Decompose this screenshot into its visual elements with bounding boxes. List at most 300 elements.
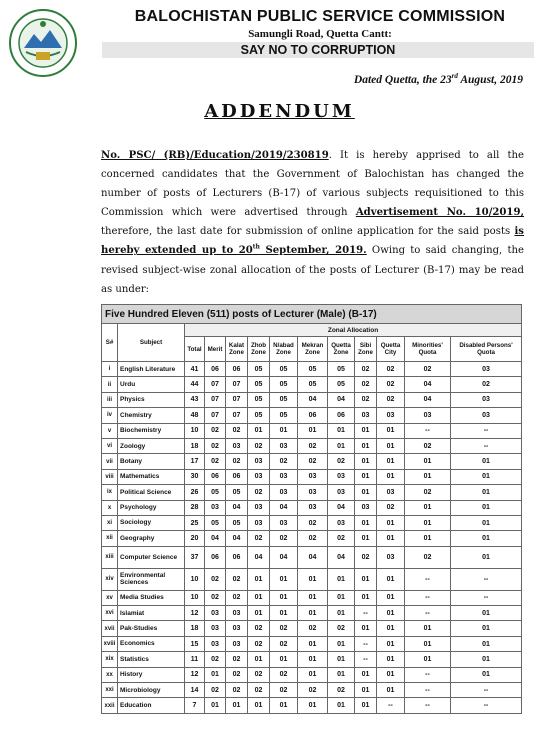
- row-number: xviii: [102, 636, 118, 651]
- value-cell: --: [451, 423, 522, 438]
- value-cell: 01: [355, 667, 377, 682]
- zonal-allocation-header: Zonal Allocation: [185, 324, 522, 337]
- value-cell: 02: [405, 438, 451, 453]
- row-number: iii: [102, 392, 118, 407]
- value-cell: 01: [355, 531, 377, 546]
- value-cell: 03: [226, 438, 248, 453]
- value-cell: 04: [328, 500, 355, 515]
- value-cell: 01: [405, 636, 451, 651]
- table-row: [102, 546, 522, 568]
- value-cell: 04: [226, 500, 248, 515]
- value-cell: 01: [328, 590, 355, 605]
- table-row: [102, 392, 522, 407]
- value-cell: 02: [270, 621, 298, 636]
- value-cell: 05: [328, 377, 355, 392]
- value-cell: --: [405, 590, 451, 605]
- value-cell: 06: [205, 362, 226, 377]
- value-cell: 03: [205, 636, 226, 651]
- col-header: Minorities' Quota: [405, 337, 451, 362]
- value-cell: 01: [248, 698, 270, 713]
- value-cell: 02: [298, 438, 328, 453]
- value-cell: 02: [328, 454, 355, 469]
- value-cell: 37: [185, 546, 205, 568]
- value-cell: 02: [355, 546, 377, 568]
- value-cell: 01: [355, 568, 377, 590]
- value-cell: 01: [377, 438, 405, 453]
- value-cell: 02: [377, 362, 405, 377]
- organization-address: Samungli Road, Quetta Cantt:: [248, 28, 392, 40]
- row-number: xvi: [102, 606, 118, 621]
- value-cell: 01: [270, 590, 298, 605]
- value-cell: 05: [205, 485, 226, 500]
- subject-cell: Sociology: [118, 515, 185, 530]
- value-cell: 05: [248, 408, 270, 423]
- value-cell: 01: [355, 423, 377, 438]
- subject-cell: Environmental Sciences: [118, 568, 185, 590]
- value-cell: 04: [270, 500, 298, 515]
- value-cell: 18: [185, 621, 205, 636]
- col-header: Merit: [205, 337, 226, 362]
- value-cell: 04: [405, 377, 451, 392]
- value-cell: 03: [205, 500, 226, 515]
- value-cell: 05: [270, 408, 298, 423]
- value-cell: 02: [205, 423, 226, 438]
- row-number: xxi: [102, 683, 118, 698]
- value-cell: 01: [298, 636, 328, 651]
- value-cell: 02: [248, 621, 270, 636]
- subject-cell: Statistics: [118, 652, 185, 667]
- row-number: vi: [102, 438, 118, 453]
- value-cell: 03: [226, 606, 248, 621]
- value-cell: 01: [377, 423, 405, 438]
- value-cell: 03: [377, 408, 405, 423]
- value-cell: 02: [226, 454, 248, 469]
- value-cell: --: [405, 683, 451, 698]
- value-cell: 02: [248, 683, 270, 698]
- value-cell: 01: [270, 423, 298, 438]
- value-cell: 01: [328, 698, 355, 713]
- value-cell: 01: [328, 636, 355, 651]
- value-cell: 02: [405, 485, 451, 500]
- row-number: xiii: [102, 546, 118, 568]
- document-title: ADDENDUM: [204, 101, 355, 122]
- value-cell: 03: [248, 469, 270, 484]
- value-cell: 03: [270, 438, 298, 453]
- table-row: [102, 667, 522, 682]
- table-row: [102, 652, 522, 667]
- row-number: xx: [102, 667, 118, 682]
- dated-line: Dated Quetta, the 23rd August, 2019: [353, 72, 523, 86]
- value-cell: 02: [451, 377, 522, 392]
- col-header: Quetta Zone: [328, 337, 355, 362]
- subject-cell: Chemistry: [118, 408, 185, 423]
- value-cell: 01: [377, 652, 405, 667]
- subject-cell: Physics: [118, 392, 185, 407]
- value-cell: 01: [298, 698, 328, 713]
- table-row: [102, 590, 522, 605]
- subject-cell: Education: [118, 698, 185, 713]
- value-cell: 07: [205, 377, 226, 392]
- value-cell: 03: [451, 362, 522, 377]
- col-header: Zhob Zone: [248, 337, 270, 362]
- value-cell: 02: [205, 454, 226, 469]
- value-cell: 04: [298, 392, 328, 407]
- table-row: [102, 621, 522, 636]
- value-cell: 01: [270, 698, 298, 713]
- col-header: Total: [185, 337, 205, 362]
- value-cell: 02: [355, 362, 377, 377]
- row-number: xii: [102, 531, 118, 546]
- row-number: viii: [102, 469, 118, 484]
- value-cell: 03: [405, 408, 451, 423]
- value-cell: 01: [405, 469, 451, 484]
- value-cell: 02: [405, 546, 451, 568]
- subject-cell: Economics: [118, 636, 185, 651]
- row-number: vii: [102, 454, 118, 469]
- body-paragraph: No. PSC/ (RB)/Education/2019/230819. It is hereby apprised to all the concerned candidates that the Government of Balochistan has changed the number of posts of Lecturers (B-17) of various subjects requisitioned to this Commission which were advertised through Advertisement No. 10/2019, therefore, the last date for submission of online application for the said posts is hereby extended up to 20th September, 2019. Owing to said changing, the revised subject-wise zonal allocation of the posts of Lecturer (B-17) may be read as under:: [101, 150, 525, 295]
- value-cell: 01: [270, 568, 298, 590]
- value-cell: 01: [377, 683, 405, 698]
- row-number: xv: [102, 590, 118, 605]
- value-cell: 01: [405, 621, 451, 636]
- value-cell: 01: [355, 454, 377, 469]
- value-cell: 02: [355, 392, 377, 407]
- value-cell: 15: [185, 636, 205, 651]
- value-cell: 03: [355, 408, 377, 423]
- subject-cell: History: [118, 667, 185, 682]
- value-cell: 04: [298, 546, 328, 568]
- value-cell: 01: [328, 438, 355, 453]
- subject-cell: Biochemistry: [118, 423, 185, 438]
- value-cell: 02: [205, 652, 226, 667]
- value-cell: 41: [185, 362, 205, 377]
- value-cell: 01: [248, 606, 270, 621]
- value-cell: 10: [185, 568, 205, 590]
- row-number: i: [102, 362, 118, 377]
- value-cell: 01: [328, 606, 355, 621]
- row-number: xvii: [102, 621, 118, 636]
- table-row: [102, 531, 522, 546]
- value-cell: 02: [328, 531, 355, 546]
- value-cell: 05: [270, 377, 298, 392]
- table-row: [102, 408, 522, 423]
- value-cell: --: [405, 667, 451, 682]
- value-cell: 01: [226, 698, 248, 713]
- value-cell: 03: [248, 454, 270, 469]
- value-cell: 03: [298, 485, 328, 500]
- advertisement-ref: Advertisement No. 10/2019,: [355, 207, 524, 219]
- value-cell: --: [405, 606, 451, 621]
- value-cell: 01: [405, 454, 451, 469]
- col-header: N/abad Zone: [270, 337, 298, 362]
- value-cell: 01: [377, 454, 405, 469]
- value-cell: 20: [185, 531, 205, 546]
- value-cell: --: [451, 568, 522, 590]
- value-cell: 05: [270, 362, 298, 377]
- value-cell: 03: [298, 469, 328, 484]
- value-cell: 02: [226, 683, 248, 698]
- col-header: Kalat Zone: [226, 337, 248, 362]
- value-cell: 06: [328, 408, 355, 423]
- row-number: xiv: [102, 568, 118, 590]
- value-cell: 05: [226, 485, 248, 500]
- subject-cell: English Literature: [118, 362, 185, 377]
- value-cell: 06: [226, 546, 248, 568]
- row-number: ii: [102, 377, 118, 392]
- row-number: iv: [102, 408, 118, 423]
- table-row: [102, 698, 522, 713]
- value-cell: 05: [298, 377, 328, 392]
- value-cell: 01: [377, 531, 405, 546]
- value-cell: 02: [248, 438, 270, 453]
- value-cell: 05: [205, 515, 226, 530]
- value-cell: 01: [377, 606, 405, 621]
- value-cell: --: [451, 438, 522, 453]
- value-cell: 06: [298, 408, 328, 423]
- value-cell: 05: [248, 377, 270, 392]
- value-cell: 01: [451, 667, 522, 682]
- value-cell: 01: [248, 652, 270, 667]
- value-cell: 02: [270, 636, 298, 651]
- value-cell: 07: [205, 408, 226, 423]
- subject-cell: Geography: [118, 531, 185, 546]
- value-cell: 01: [451, 621, 522, 636]
- subject-cell: Political Science: [118, 485, 185, 500]
- slogan-banner: SAY NO TO CORRUPTION: [102, 42, 534, 58]
- value-cell: 02: [328, 621, 355, 636]
- value-cell: 12: [185, 667, 205, 682]
- value-cell: 01: [377, 667, 405, 682]
- value-cell: 06: [226, 469, 248, 484]
- value-cell: 03: [377, 485, 405, 500]
- value-cell: 01: [377, 469, 405, 484]
- value-cell: 48: [185, 408, 205, 423]
- value-cell: 03: [226, 621, 248, 636]
- col-header: Mekran Zone: [298, 337, 328, 362]
- value-cell: 01: [270, 606, 298, 621]
- subject-cell: Urdu: [118, 377, 185, 392]
- bpsc-logo: [8, 8, 78, 78]
- value-cell: 03: [451, 392, 522, 407]
- subject-cell: Media Studies: [118, 590, 185, 605]
- value-cell: 01: [451, 606, 522, 621]
- col-header: Sibi Zone: [355, 337, 377, 362]
- value-cell: 01: [298, 606, 328, 621]
- value-cell: 04: [248, 546, 270, 568]
- value-cell: --: [405, 568, 451, 590]
- table-row: [102, 485, 522, 500]
- value-cell: 01: [298, 667, 328, 682]
- value-cell: 02: [298, 515, 328, 530]
- value-cell: 01: [328, 423, 355, 438]
- value-cell: 04: [226, 531, 248, 546]
- value-cell: 02: [298, 621, 328, 636]
- value-cell: 03: [270, 469, 298, 484]
- value-cell: 01: [355, 469, 377, 484]
- subject-cell: Psychology: [118, 500, 185, 515]
- value-cell: 01: [451, 454, 522, 469]
- value-cell: 04: [328, 546, 355, 568]
- value-cell: 01: [355, 683, 377, 698]
- value-cell: --: [451, 698, 522, 713]
- table-row: [102, 423, 522, 438]
- value-cell: 43: [185, 392, 205, 407]
- table-caption: Five Hundred Eleven (511) posts of Lecturer (Male) (B-17): [102, 305, 522, 324]
- value-cell: 25: [185, 515, 205, 530]
- value-cell: 02: [226, 652, 248, 667]
- value-cell: 01: [298, 652, 328, 667]
- value-cell: 01: [328, 667, 355, 682]
- allocation-table: [101, 304, 522, 714]
- value-cell: 02: [328, 683, 355, 698]
- value-cell: 02: [226, 568, 248, 590]
- value-cell: 03: [328, 469, 355, 484]
- value-cell: 10: [185, 590, 205, 605]
- value-cell: 02: [226, 590, 248, 605]
- value-cell: 06: [226, 362, 248, 377]
- value-cell: --: [355, 606, 377, 621]
- value-cell: 26: [185, 485, 205, 500]
- value-cell: 7: [185, 698, 205, 713]
- value-cell: 05: [328, 362, 355, 377]
- value-cell: 05: [298, 362, 328, 377]
- value-cell: 02: [377, 377, 405, 392]
- value-cell: 14: [185, 683, 205, 698]
- subject-cell: Microbiology: [118, 683, 185, 698]
- value-cell: 02: [377, 500, 405, 515]
- value-cell: 05: [270, 392, 298, 407]
- value-cell: 04: [405, 392, 451, 407]
- reference-number: No. PSC/ (RB)/Education/2019/230819: [101, 150, 329, 161]
- table-row: [102, 438, 522, 453]
- subject-cell: Pak-Studies: [118, 621, 185, 636]
- value-cell: 07: [205, 392, 226, 407]
- subject-cell: Computer Science: [118, 546, 185, 568]
- value-cell: 05: [248, 362, 270, 377]
- value-cell: 02: [298, 683, 328, 698]
- organization-name: BALOCHISTAN PUBLIC SERVICE COMMISSION: [134, 8, 506, 25]
- value-cell: 01: [328, 568, 355, 590]
- value-cell: 04: [328, 392, 355, 407]
- col-header-subject: Subject: [118, 324, 185, 362]
- value-cell: 03: [205, 621, 226, 636]
- table-row: [102, 362, 522, 377]
- value-cell: 18: [185, 438, 205, 453]
- value-cell: 02: [248, 667, 270, 682]
- value-cell: 01: [270, 652, 298, 667]
- value-cell: 01: [451, 485, 522, 500]
- value-cell: 02: [298, 454, 328, 469]
- value-cell: 01: [298, 590, 328, 605]
- subject-cell: Islamiat: [118, 606, 185, 621]
- value-cell: 01: [377, 515, 405, 530]
- value-cell: 01: [248, 568, 270, 590]
- value-cell: 02: [226, 423, 248, 438]
- value-cell: 01: [328, 652, 355, 667]
- table-row: [102, 683, 522, 698]
- value-cell: 06: [205, 546, 226, 568]
- table-row: [102, 515, 522, 530]
- value-cell: 02: [248, 636, 270, 651]
- value-cell: 10: [185, 423, 205, 438]
- value-cell: 01: [451, 515, 522, 530]
- table-row: [102, 377, 522, 392]
- value-cell: 44: [185, 377, 205, 392]
- extension-notice: is hereby extended up to 20th September, 2019.: [101, 226, 524, 257]
- value-cell: 03: [298, 500, 328, 515]
- value-cell: 28: [185, 500, 205, 515]
- value-cell: 01: [405, 652, 451, 667]
- table-row: [102, 606, 522, 621]
- value-cell: 02: [270, 454, 298, 469]
- value-cell: 07: [226, 377, 248, 392]
- value-cell: 01: [355, 621, 377, 636]
- table-row: [102, 469, 522, 484]
- table-row: [102, 636, 522, 651]
- value-cell: 03: [248, 515, 270, 530]
- table-row: [102, 568, 522, 590]
- value-cell: 07: [226, 408, 248, 423]
- row-number: xix: [102, 652, 118, 667]
- value-cell: 01: [405, 531, 451, 546]
- value-cell: 01: [377, 636, 405, 651]
- value-cell: 03: [226, 636, 248, 651]
- value-cell: --: [405, 423, 451, 438]
- value-cell: 02: [205, 568, 226, 590]
- value-cell: 01: [377, 621, 405, 636]
- value-cell: --: [451, 590, 522, 605]
- col-header-sno: S#: [102, 324, 118, 362]
- subject-cell: Zoology: [118, 438, 185, 453]
- value-cell: 02: [226, 667, 248, 682]
- value-cell: 01: [205, 667, 226, 682]
- value-cell: 02: [298, 531, 328, 546]
- value-cell: 01: [355, 485, 377, 500]
- value-cell: 01: [405, 500, 451, 515]
- row-number: xi: [102, 515, 118, 530]
- value-cell: 02: [270, 667, 298, 682]
- value-cell: --: [405, 698, 451, 713]
- value-cell: 01: [298, 423, 328, 438]
- value-cell: 01: [355, 515, 377, 530]
- value-cell: 01: [355, 438, 377, 453]
- value-cell: 03: [328, 485, 355, 500]
- value-cell: 01: [248, 423, 270, 438]
- value-cell: --: [451, 683, 522, 698]
- value-cell: 01: [451, 500, 522, 515]
- value-cell: --: [355, 636, 377, 651]
- value-cell: 01: [451, 469, 522, 484]
- value-cell: 02: [377, 392, 405, 407]
- value-cell: 07: [226, 392, 248, 407]
- value-cell: 01: [205, 698, 226, 713]
- value-cell: 01: [377, 590, 405, 605]
- value-cell: 03: [377, 546, 405, 568]
- value-cell: 02: [270, 531, 298, 546]
- col-header: Disabled Persons' Quota: [451, 337, 522, 362]
- value-cell: 05: [248, 392, 270, 407]
- row-number: v: [102, 423, 118, 438]
- value-cell: 01: [405, 515, 451, 530]
- value-cell: 12: [185, 606, 205, 621]
- row-number: ix: [102, 485, 118, 500]
- row-number: x: [102, 500, 118, 515]
- table-row: [102, 500, 522, 515]
- value-cell: 03: [451, 408, 522, 423]
- value-cell: 30: [185, 469, 205, 484]
- value-cell: 02: [205, 683, 226, 698]
- value-cell: 03: [205, 606, 226, 621]
